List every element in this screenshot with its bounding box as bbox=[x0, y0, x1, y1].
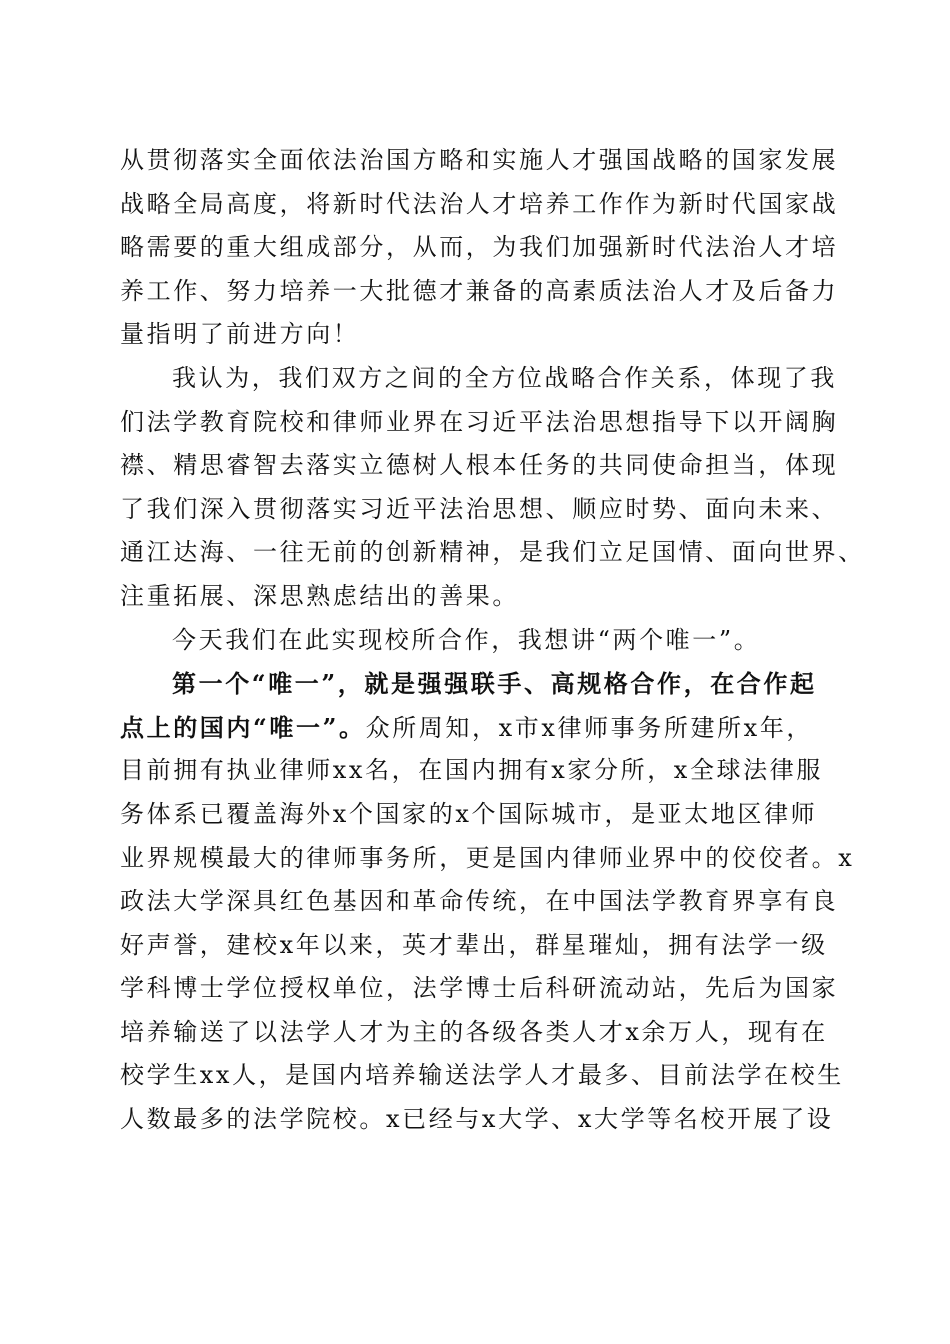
text-line: 今天我们在此实现校所合作，我想讲“两个唯一”。 bbox=[172, 625, 761, 654]
text-line: 政法大学深具红色基因和革命传统，在中国法学教育界享有良 bbox=[120, 887, 839, 916]
text-line: 略需要的重大组成部分，从而，为我们加强新时代法治人才培 bbox=[120, 233, 839, 262]
text-line: 们法学教育院校和律师业界在习近平法治思想指导下以开阔胸 bbox=[120, 407, 839, 436]
text-line: 通江达海、一往无前的创新精神，是我们立足国情、面向世界、 bbox=[120, 538, 865, 567]
text-line: 学科博士学位授权单位，法学博士后科研流动站，先后为国家 bbox=[120, 974, 839, 1003]
text-line: 目前拥有执业律师xx名，在国内拥有x家分所，x全球法律服 bbox=[120, 756, 823, 785]
text-line: 好声誉，建校x年以来，英才辈出，群星璀灿，拥有法学一级 bbox=[120, 930, 828, 959]
document-body bbox=[120, 139, 865, 1142]
text-line: 培养输送了以法学人才为主的各级各类人才x余万人，现有在 bbox=[120, 1017, 828, 1046]
text-line: 业界规模最大的律师事务所，更是国内律师业界中的佼佼者。x bbox=[120, 843, 855, 872]
text-line: 人数最多的法学院校。x已经与x大学、x大学等名校开展了设 bbox=[120, 1105, 834, 1134]
text-line: 养工作、努力培养一大批德才兼备的高素质法治人才及后备力 bbox=[120, 276, 839, 305]
section-heading-tail: 点上的国内“唯一”。 bbox=[120, 712, 366, 742]
text-line: 襟、精思睿智去落实立德树人根本任务的共同使命担当，体现 bbox=[120, 451, 839, 480]
text-line: 校学生xx人，是国内培养输送法学人才最多、目前法学在校生 bbox=[120, 1061, 844, 1090]
text-segment: 众所周知，x市x律师事务所建所x年， bbox=[365, 713, 814, 742]
text-line: 从贯彻落实全面依法治国方略和实施人才强国战略的国家发展 bbox=[120, 146, 839, 174]
text-line: 务体系已覆盖海外x个国家的x个国际城市，是亚太地区律师 bbox=[120, 799, 818, 828]
text-line bbox=[120, 706, 840, 750]
text-line: 了我们深入贯彻落实习近平法治思想、顺应时势、面向未来、 bbox=[120, 494, 839, 523]
section-heading-line: 第一个“唯一”，就是强强联手、高规格合作，在合作起 bbox=[172, 669, 817, 699]
text-line: 我认为，我们双方之间的全方位战略合作关系，体现了我 bbox=[172, 363, 837, 392]
text-line: 战略全局高度，将新时代法治人才培养工作作为新时代国家战 bbox=[120, 189, 839, 218]
text-line: 量指明了前进方向！ bbox=[120, 320, 360, 349]
text-line: 注重拓展、深思熟虑结出的善果。 bbox=[120, 581, 519, 610]
